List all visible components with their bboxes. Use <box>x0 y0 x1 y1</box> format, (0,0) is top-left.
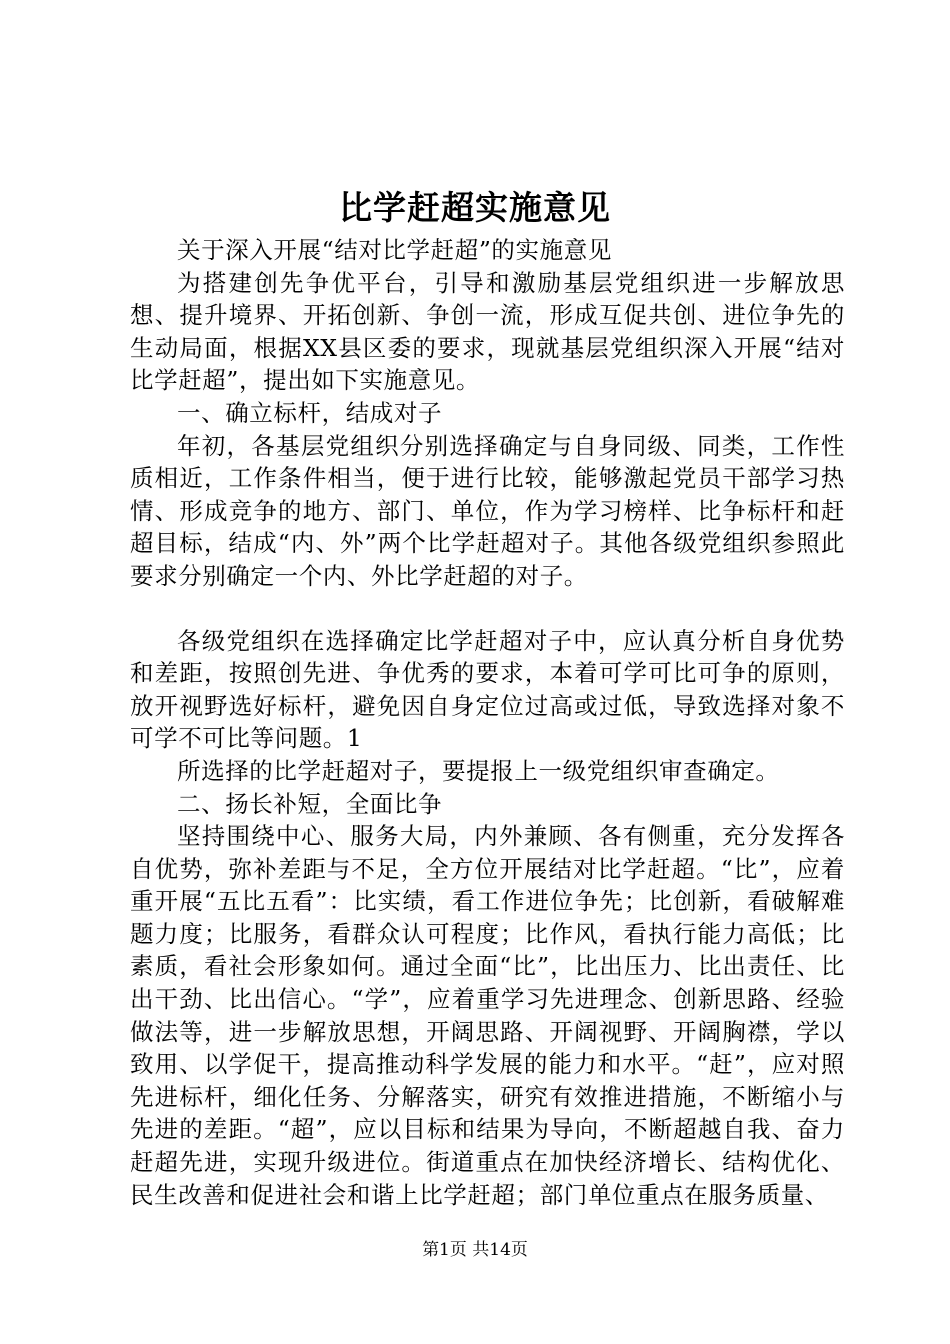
document-body <box>130 234 845 1211</box>
section-heading-1: 一、确立标杆，结成对子 <box>177 398 443 427</box>
section-heading-2: 二、扬长补短，全面比争 <box>177 789 443 818</box>
subtitle-paragraph: 关于深入开展“结对比学赶超”的实施意见 <box>177 236 612 264</box>
body-paragraph: 坚持围绕中心、服务大局，内外兼顾、各有侧重，充分发挥各自优势，弥补差距与不足，全方位开展结对比学赶超。“比”，应着重开展“五比五看”：比实绩，看工作进位争先；比创新，看破解难题力度；比服务，看群众认可程度；比作风，看执行能力高低；比素质，看社会形象如何。通过全面“比”，比出压力、比出责任、比出干劲、比出信心。“学”，应着重学习先进理念、创新思路、经验做法等，进一步解放思想，开阔思路、开阔视野、开阔胸襟，学以致用、以学促干，提高推动科学发展的能力和水平。“赶”，应对照先进标杆，细化任务、分解落实，研究有效推进措施，不断缩小与先进的差距。“超”，应以目标和结果为导向，不断超越自我、奋力赶超先进，实现升级进位。街道重点在加快经济增长、结构优化、民生改善和促进社会和谐上比学赶超；部门单位重点在服务质量、 <box>130 822 845 1209</box>
paragraph-gap <box>130 593 845 625</box>
body-paragraph: 所选择的比学赶超对子，要提报上一级党组织审查确定。 <box>177 756 780 785</box>
page-footer: 第1页 共14页 <box>422 1240 528 1260</box>
body-paragraph: 各级党组织在选择确定比学赶超对子中，应认真分析自身优势和差距，按照创先进、争优秀的要求，本着可学可比可争的原则，放开视野选好标杆，避免因自身定位过高或过低，导致选择对象不可学不可比等问题。1 <box>130 626 845 753</box>
intro-paragraph: 为搭建创先争优平台，引导和激励基层党组织进一步解放思想、提升境界、开拓创新、争创一流，形成互促共创、进位争先的生动局面，根据XX县区委的要求，现就基层党组织深入开展“结对比学赶超”，提出如下实施意见。 <box>130 268 845 395</box>
body-paragraph: 年初，各基层党组织分别选择确定与自身同级、同类，工作性质相近，工作条件相当，便于进行比较，能够激起党员干部学习热情、形成竞争的地方、部门、单位，作为学习榜样、比争标杆和赶超目标，结成“内、外”两个比学赶超对子。其他各级党组织参照此要求分别确定一个内、外比学赶超的对子。 <box>130 431 845 590</box>
document-title: 比学赶超实施意见 <box>339 188 611 227</box>
